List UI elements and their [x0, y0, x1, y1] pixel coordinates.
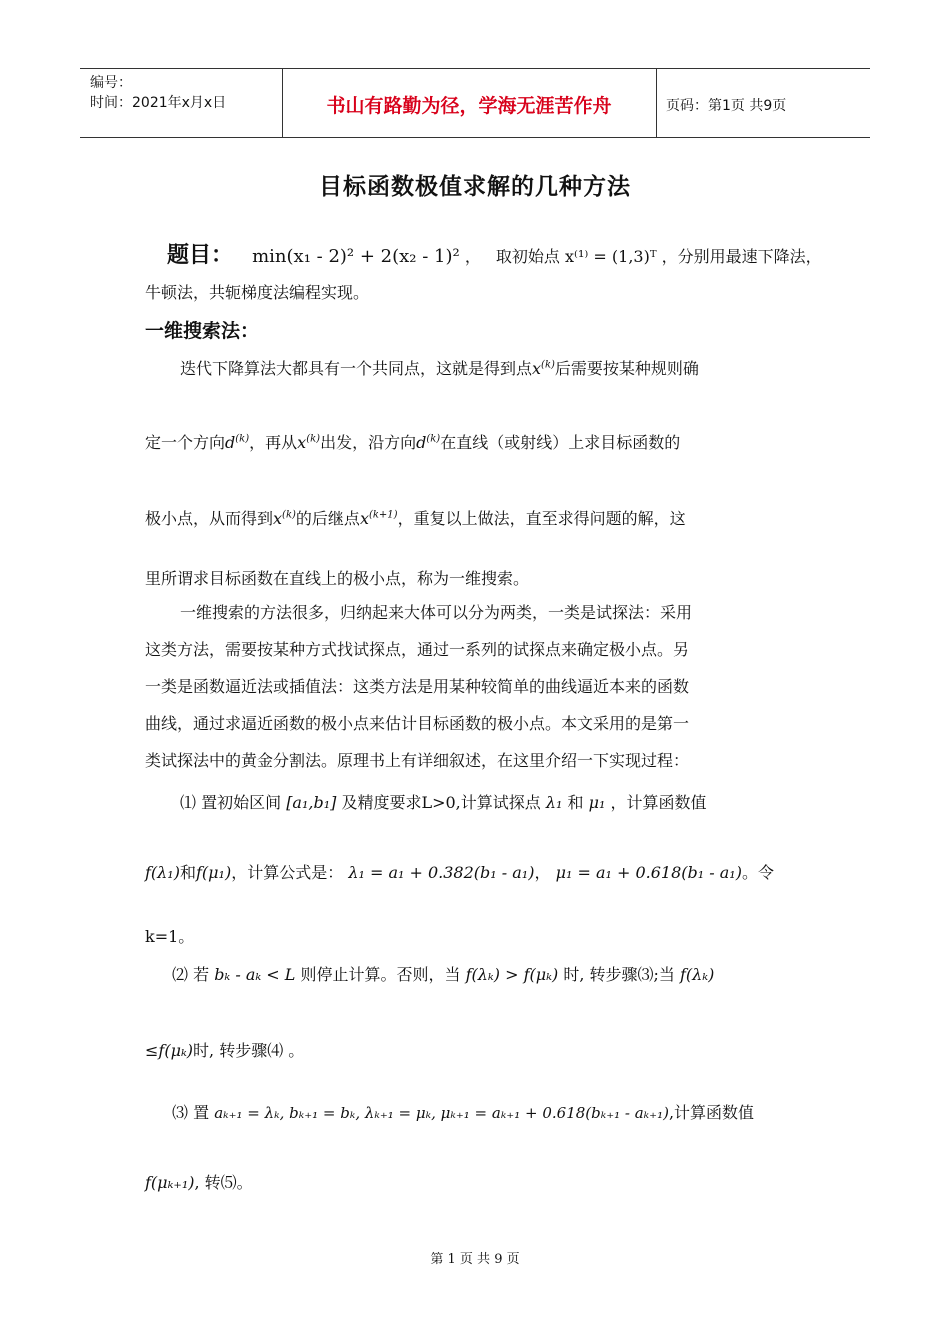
text-run: ⑵ 若 — [172, 965, 210, 984]
problem-text2: ，分别用最速下降法， — [661, 247, 822, 266]
text-run: 则停止计算。否则，当 — [300, 965, 461, 984]
text-run: 和 — [567, 793, 584, 812]
math-f-lambda-k: f(λₖ) — [680, 965, 715, 984]
text-run: , 转⑸。 — [194, 1173, 253, 1192]
header-left — [90, 73, 226, 113]
step1-line-2 — [145, 860, 774, 883]
problem-line-2: 牛顿法，共轭梯度法编程实现。 — [145, 283, 370, 302]
paragraph-line: 类试探法中的黄金分割法。原理书上有详细叙述，在这里介绍一下实现过程： — [145, 751, 690, 770]
step2-line-2 — [145, 1038, 304, 1061]
page-header — [80, 68, 870, 138]
text-run: ， — [534, 863, 551, 882]
document-title: 目标函数极值求解的几种方法 — [319, 174, 631, 200]
problem-line — [167, 238, 822, 269]
math-f-mu: f(μ₁) — [195, 863, 232, 882]
math-le: ≤ — [145, 1041, 159, 1060]
math-f-mu-k: f(μₖ) — [158, 1041, 194, 1060]
paragraph-line: 这类方法，需要按某种方式找试探点，通过一系列的试探点来确定极小点。另 — [145, 640, 690, 659]
text-run: ，计算函数值 — [610, 793, 707, 812]
text-run: 。令 — [741, 863, 774, 882]
text-run: 出发，沿方向 — [320, 433, 417, 452]
text-run: 极小点，从而得到 — [145, 509, 274, 528]
header-page-label: 页码：第1页 共9页 — [666, 98, 787, 114]
text-run: 时, 转步骤⑷ 。 — [193, 1041, 305, 1060]
text-run: 定一个方向 — [145, 433, 226, 452]
math-dk: $d^{(k)}$ — [225, 433, 250, 452]
paragraph-line — [180, 356, 699, 379]
paragraph-line: 一类是函数逼近法或插值法：这类方法是用某种较简单的曲线逼近本来的函数 — [145, 677, 690, 696]
step2-line — [172, 962, 714, 985]
math-comparison: f(λₖ) > f(μₖ) — [465, 965, 559, 984]
text-run: 及精度要求L>0,计算试探点 — [341, 793, 541, 812]
text-run: ⑶ 置 — [172, 1103, 210, 1122]
text-run: ,计算函数值 — [668, 1103, 755, 1122]
paragraph-line: 一维搜索的方法很多，归纳起来大体可以分为两类，一类是试探法：采用 — [180, 603, 693, 622]
text-run: ，再从 — [249, 433, 298, 452]
problem-formula: min(x₁ - 2)² + 2(x₂ - 1)² — [252, 246, 460, 267]
math-lambda: λ₁ — [545, 793, 563, 812]
step3-line — [172, 1100, 754, 1123]
number-label: 编号： — [90, 75, 132, 91]
step1-line — [180, 790, 707, 813]
math-mu-formula: μ₁ = a₁ + 0.618(b₁ - a₁) — [555, 863, 742, 882]
step1-line-3: k=1。 — [145, 927, 195, 946]
header-divider — [656, 69, 657, 137]
header-motto: 书山有路勤为径，学海无涯苦作舟 — [326, 95, 612, 117]
paragraph-line: 曲线，通过求逼近函数的极小点来估计目标函数的极小点。本文采用的是第一 — [145, 714, 690, 733]
math-f-mu-k1: f(μₖ₊₁) — [145, 1173, 195, 1192]
math-lambda-formula: λ₁ = a₁ + 0.382(b₁ - a₁) — [348, 863, 535, 882]
page-footer: 第 1 页 共 9 页 — [430, 1252, 520, 1267]
math-xk: $x^{(k)}$ — [297, 433, 321, 452]
math-xk: $x^{(k)}$ — [273, 509, 296, 528]
time-label: 时间：2021年x月x日 — [90, 95, 227, 111]
problem-text1: 取初始点 — [495, 247, 560, 266]
text-run: ，计算公式是： — [231, 863, 344, 882]
math-interval: [a₁,b₁] — [286, 793, 337, 812]
text-run: ⑴ 置初始区间 — [180, 793, 282, 812]
text-run: 迭代下降算法大都具有一个共同点，这就是得到点 — [180, 359, 533, 378]
math-update-rules: aₖ₊₁ = λₖ, bₖ₊₁ = bₖ, λₖ₊₁ = μₖ, μₖ₊₁ = aₖ₊₁ + 0.618(bₖ₊₁ - aₖ₊₁) — [214, 1104, 669, 1122]
math-dk: $d^{(k)}$ — [416, 433, 441, 452]
math-stop-condition: bₖ - aₖ < L — [214, 965, 296, 984]
paragraph-line — [145, 430, 680, 453]
problem-label: 题目： — [167, 243, 234, 268]
math-mu: μ₁ — [588, 793, 606, 812]
math-xk1: $x^{(k+1)}$ — [359, 509, 398, 528]
text-run: 和 — [179, 863, 196, 882]
text-run: 的后继点 — [295, 509, 360, 528]
section-heading: 一维搜索法： — [145, 320, 260, 342]
math-f-lambda: f(λ₁) — [145, 863, 180, 882]
problem-start: x⁽¹⁾ = (1,3)ᵀ — [565, 247, 657, 266]
paragraph-line — [145, 506, 686, 529]
text-run: 在直线（或射线）上求目标函数的 — [440, 433, 681, 452]
problem-sep: ， — [464, 247, 481, 266]
step3-line-2 — [145, 1170, 253, 1193]
paragraph-line: 里所谓求目标函数在直线上的极小点，称为一维搜索。 — [145, 569, 530, 588]
text-run: ，重复以上做法，直至求得问题的解，这 — [397, 509, 686, 528]
text-run: 时, 转步骤⑶;当 — [563, 965, 675, 984]
text-run: 后需要按某种规则确 — [554, 359, 699, 378]
math-xk: $x^{(k)}$ — [532, 359, 555, 378]
